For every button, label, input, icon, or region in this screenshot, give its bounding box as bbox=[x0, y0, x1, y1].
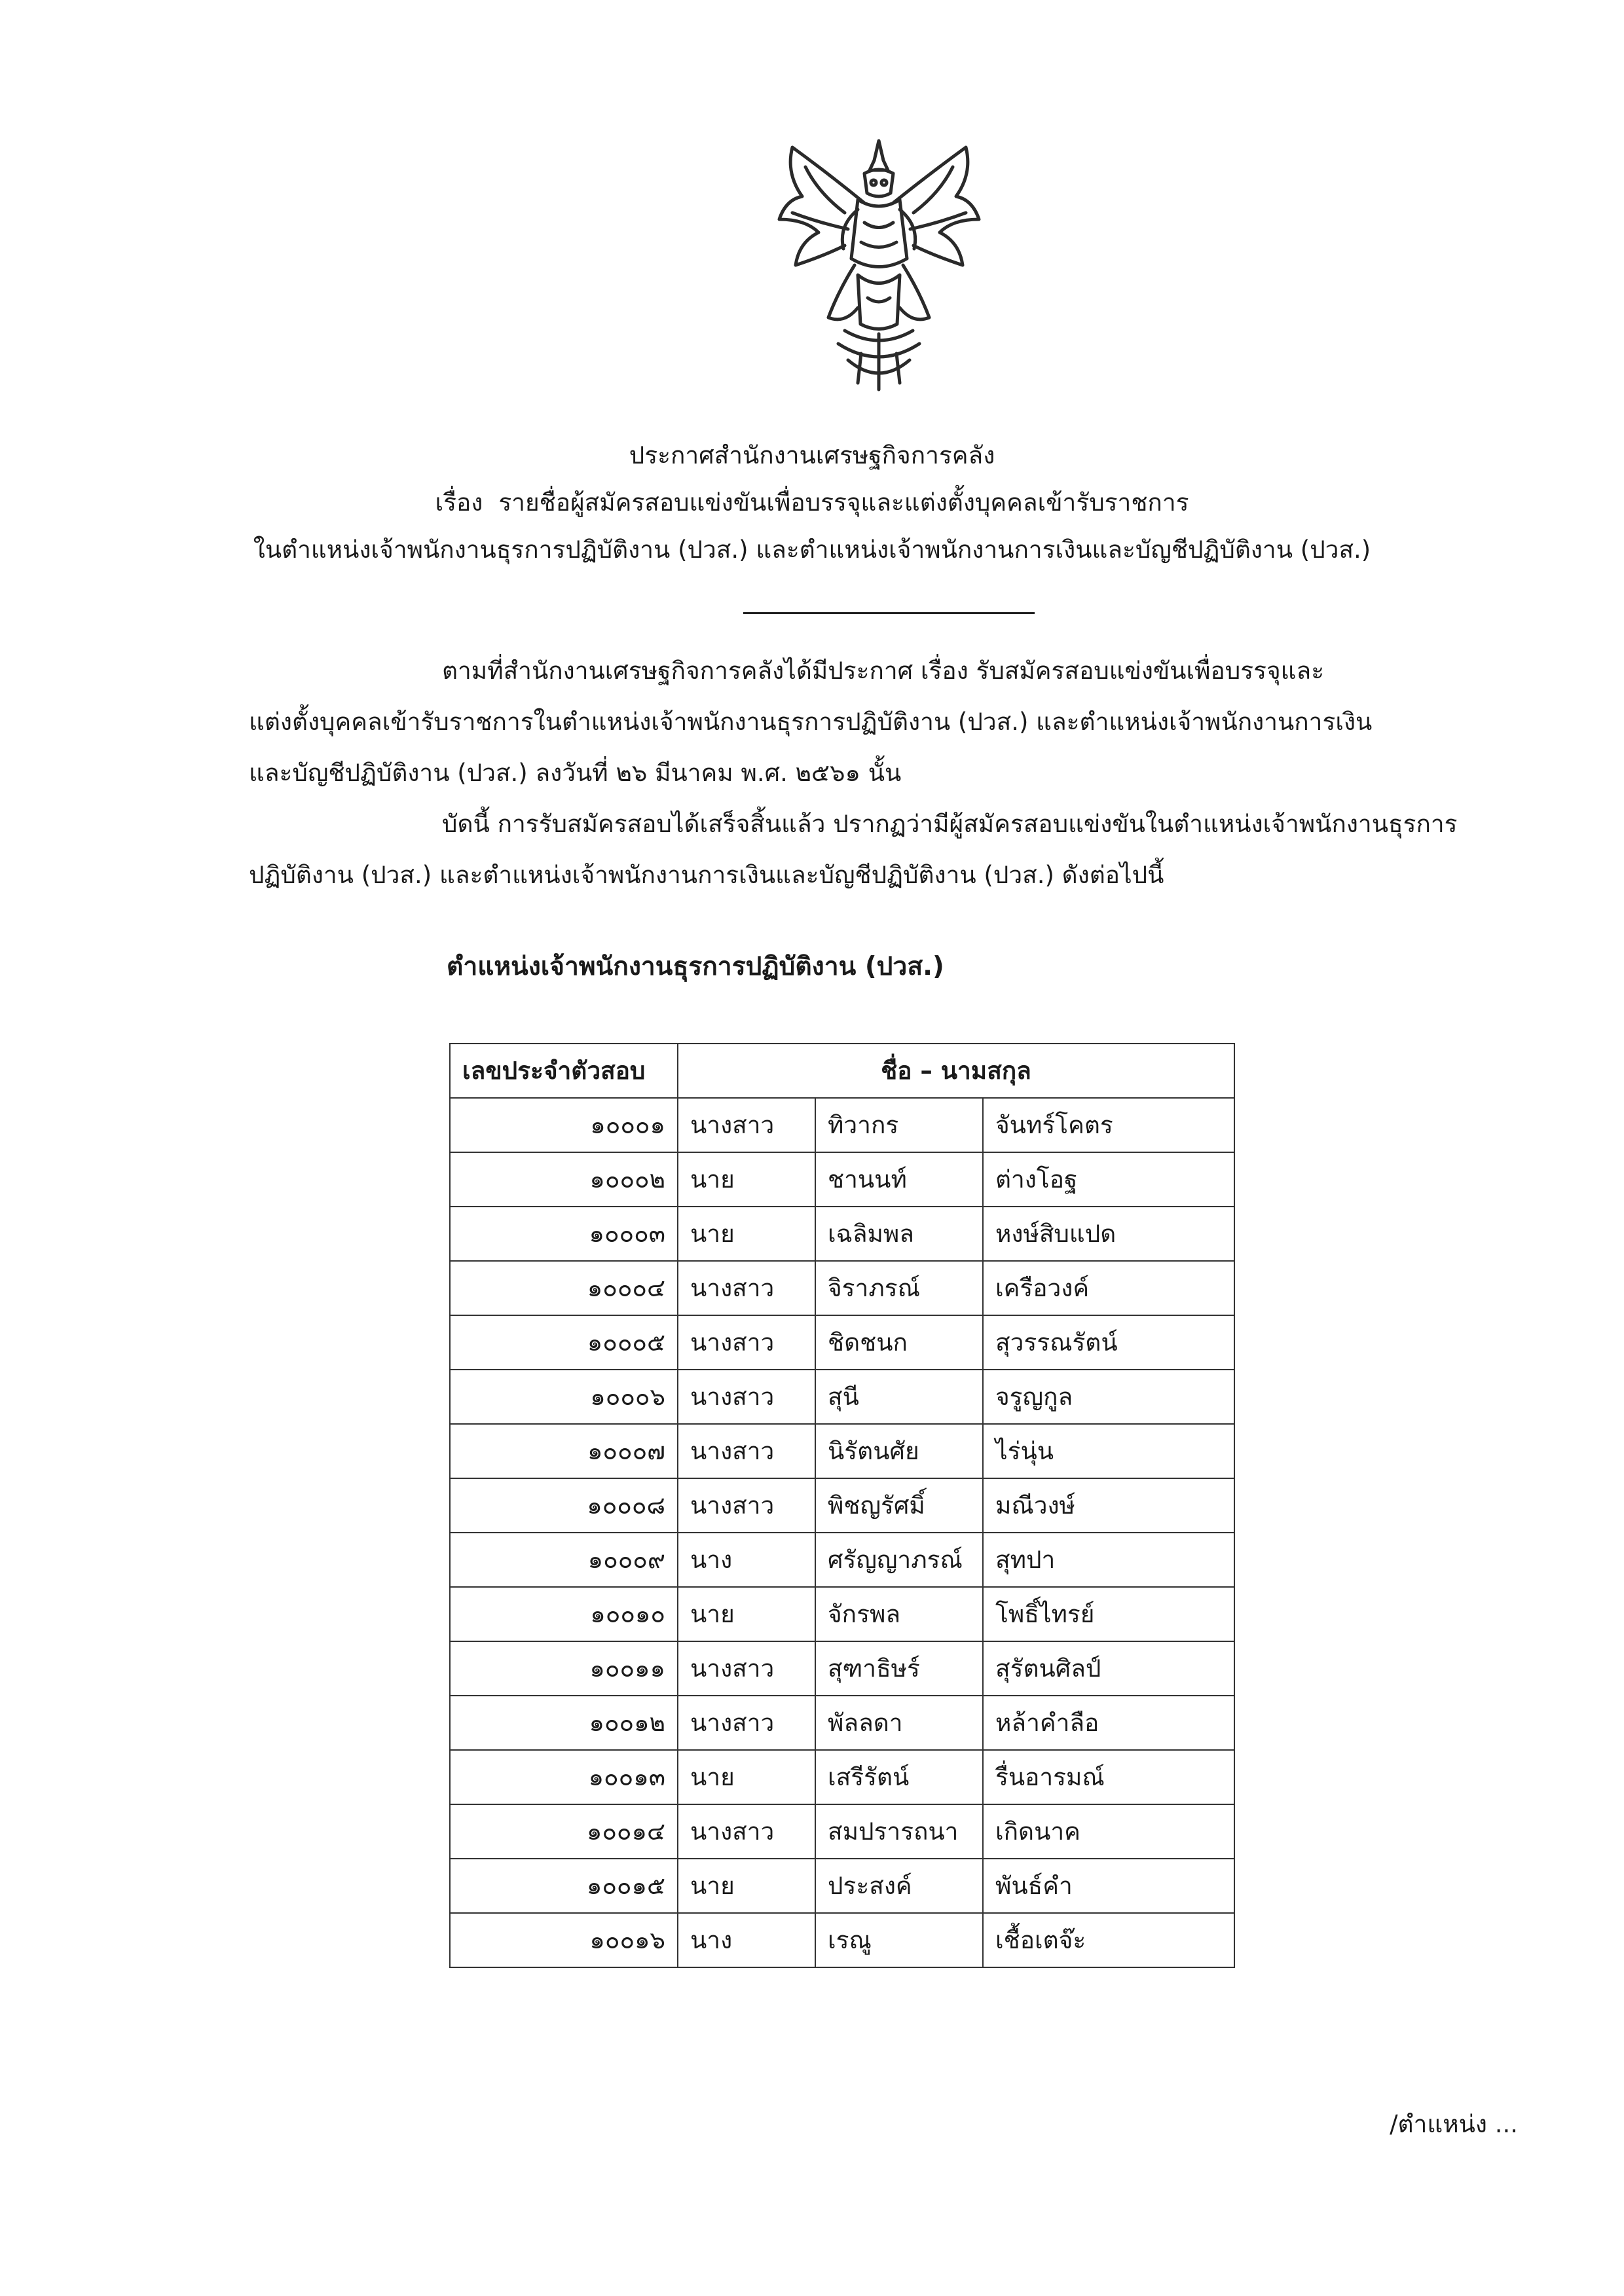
first-name-cell: จิราภรณ์ bbox=[815, 1261, 983, 1315]
name-title-cell: นาย bbox=[678, 1152, 815, 1207]
paragraph-2-line-2: ปฏิบัติงาน (ปวส.) และตำแหน่งเจ้าพนักงานการเงินและบัญชีปฏิบัติงาน (ปวส.) ดังต่อไปนี้ bbox=[249, 861, 1164, 889]
table-row bbox=[450, 1859, 1234, 1913]
title-divider bbox=[743, 612, 1035, 614]
last-name-cell: ต่างโอฐ bbox=[983, 1152, 1234, 1207]
last-name-cell: สุรัตนศิลป์ bbox=[983, 1641, 1234, 1696]
applicant-table bbox=[449, 1043, 1235, 1968]
exam-id-cell: ๑๐๐๑๓ bbox=[450, 1750, 678, 1804]
exam-id-cell: ๑๐๐๐๒ bbox=[450, 1152, 678, 1207]
name-title-cell: นางสาว bbox=[678, 1424, 815, 1478]
last-name-cell: สุทปา bbox=[983, 1533, 1234, 1587]
name-title-cell: นางสาว bbox=[678, 1370, 815, 1424]
name-title-cell: นาย bbox=[678, 1587, 815, 1641]
table-row bbox=[450, 1913, 1234, 1967]
first-name-cell: ทิวากร bbox=[815, 1098, 983, 1152]
name-title-cell: นางสาว bbox=[678, 1261, 815, 1315]
first-name-cell: สมปรารถนา bbox=[815, 1804, 983, 1859]
table-row bbox=[450, 1750, 1234, 1804]
last-name-cell: จันทร์โคตร bbox=[983, 1098, 1234, 1152]
last-name-cell: หงษ์สิบแปด bbox=[983, 1207, 1234, 1261]
name-title-cell: นาย bbox=[678, 1750, 815, 1804]
exam-id-cell: ๑๐๐๑๐ bbox=[450, 1587, 678, 1641]
exam-id-cell: ๑๐๐๐๙ bbox=[450, 1533, 678, 1587]
subject-label: เรื่อง bbox=[435, 488, 483, 517]
exam-id-cell: ๑๐๐๐๔ bbox=[450, 1261, 678, 1315]
last-name-cell: มณีวงษ์ bbox=[983, 1478, 1234, 1533]
announcement-subject bbox=[196, 479, 1428, 526]
garuda-emblem-icon bbox=[766, 134, 992, 396]
header-full-name: ชื่อ – นามสกุล bbox=[678, 1044, 1234, 1098]
name-title-cell: นาง bbox=[678, 1913, 815, 1967]
name-title-cell: นางสาว bbox=[678, 1315, 815, 1370]
table-row bbox=[450, 1098, 1234, 1152]
last-name-cell: สุวรรณรัตน์ bbox=[983, 1315, 1234, 1370]
last-name-cell: โพธิ์ไทรย์ bbox=[983, 1587, 1234, 1641]
section-title: ตำแหน่งเจ้าพนักงานธุรการปฏิบัติงาน (ปวส.) bbox=[447, 952, 944, 981]
last-name-cell: เกิดนาค bbox=[983, 1804, 1234, 1859]
name-title-cell: นางสาว bbox=[678, 1696, 815, 1750]
table-header-row bbox=[450, 1044, 1234, 1098]
first-name-cell: จักรพล bbox=[815, 1587, 983, 1641]
table-row bbox=[450, 1478, 1234, 1533]
first-name-cell: ชานนท์ bbox=[815, 1152, 983, 1207]
last-name-cell: รื่นอารมณ์ bbox=[983, 1750, 1234, 1804]
name-title-cell: นางสาว bbox=[678, 1641, 815, 1696]
exam-id-cell: ๑๐๐๐๓ bbox=[450, 1207, 678, 1261]
last-name-cell: หล้าคำลือ bbox=[983, 1696, 1234, 1750]
last-name-cell: จรูญกูล bbox=[983, 1370, 1234, 1424]
first-name-cell: สุนี bbox=[815, 1370, 983, 1424]
last-name-cell: เครือวงค์ bbox=[983, 1261, 1234, 1315]
exam-id-cell: ๑๐๐๑๔ bbox=[450, 1804, 678, 1859]
first-name-cell: ประสงค์ bbox=[815, 1859, 983, 1913]
name-title-cell: นางสาว bbox=[678, 1804, 815, 1859]
last-name-cell: พันธ์คำ bbox=[983, 1859, 1234, 1913]
table-row bbox=[450, 1207, 1234, 1261]
table-row bbox=[450, 1533, 1234, 1587]
continuation-note: /ตำแหน่ง ... bbox=[1390, 2110, 1518, 2138]
table-body bbox=[450, 1098, 1234, 1967]
table-row bbox=[450, 1152, 1234, 1207]
name-title-cell: นาย bbox=[678, 1207, 815, 1261]
table-row bbox=[450, 1587, 1234, 1641]
exam-id-cell: ๑๐๐๐๑ bbox=[450, 1098, 678, 1152]
exam-id-cell: ๑๐๐๐๖ bbox=[450, 1370, 678, 1424]
table-row bbox=[450, 1696, 1234, 1750]
paragraph-2-line-1: บัดนี้ การรับสมัครสอบได้เสร็จสิ้นแล้ว ปรากฏว่ามีผู้สมัครสอบแข่งขันในตำแหน่งเจ้าพนักงานธุรการ bbox=[442, 810, 1458, 838]
name-title-cell: นาย bbox=[678, 1859, 815, 1913]
table-row bbox=[450, 1641, 1234, 1696]
exam-id-cell: ๑๐๐๑๒ bbox=[450, 1696, 678, 1750]
name-title-cell: นางสาว bbox=[678, 1478, 815, 1533]
first-name-cell: เสรีรัตน์ bbox=[815, 1750, 983, 1804]
exam-id-cell: ๑๐๐๐๗ bbox=[450, 1424, 678, 1478]
table-row bbox=[450, 1804, 1234, 1859]
header-exam-id: เลขประจำตัวสอบ bbox=[450, 1044, 678, 1098]
table-row bbox=[450, 1315, 1234, 1370]
first-name-cell: ศรัญญาภรณ์ bbox=[815, 1533, 983, 1587]
table-row bbox=[450, 1370, 1234, 1424]
last-name-cell: เชื้อเตจ๊ะ bbox=[983, 1913, 1234, 1967]
paragraph-1-line-3: และบัญชีปฏิบัติงาน (ปวส.) ลงวันที่ ๒๖ มีนาคม พ.ศ. ๒๕๖๑ นั้น bbox=[249, 759, 902, 787]
exam-id-cell: ๑๐๐๐๘ bbox=[450, 1478, 678, 1533]
paragraph-1-line-1: ตามที่สำนักงานเศรษฐกิจการคลังได้มีประกาศ เรื่อง รับสมัครสอบแข่งขันเพื่อบรรจุและ bbox=[442, 657, 1325, 685]
first-name-cell: พิชญรัศมิ์ bbox=[815, 1478, 983, 1533]
first-name-cell: ชิดชนก bbox=[815, 1315, 983, 1370]
first-name-cell: พัลลดา bbox=[815, 1696, 983, 1750]
table-row bbox=[450, 1424, 1234, 1478]
paragraph-1-line-2: แต่งตั้งบุคคลเข้ารับราชการในตำแหน่งเจ้าพนักงานธุรการปฏิบัติงาน (ปวส.) และตำแหน่งเจ้าพนักงานการเงิน bbox=[249, 708, 1373, 736]
first-name-cell: นิรัตนศัย bbox=[815, 1424, 983, 1478]
name-title-cell: นางสาว bbox=[678, 1098, 815, 1152]
name-title-cell: นาง bbox=[678, 1533, 815, 1587]
first-name-cell: เรณู bbox=[815, 1913, 983, 1967]
first-name-cell: เฉลิมพล bbox=[815, 1207, 983, 1261]
first-name-cell: สุฑาธิษร์ bbox=[815, 1641, 983, 1696]
last-name-cell: ไร่นุ่น bbox=[983, 1424, 1234, 1478]
exam-id-cell: ๑๐๐๐๕ bbox=[450, 1315, 678, 1370]
subject-text: รายชื่อผู้สมัครสอบแข่งขันเพื่อบรรจุและแต่งตั้งบุคคลเข้ารับราชการ bbox=[498, 488, 1189, 517]
exam-id-cell: ๑๐๐๑๑ bbox=[450, 1641, 678, 1696]
announcement-positions: ในตำแหน่งเจ้าพนักงานธุรการปฏิบัติงาน (ปวส.) และตำแหน่งเจ้าพนักงานการเงินและบัญชีปฏิบัติงาน (ปวส.) bbox=[253, 536, 1371, 564]
table-row bbox=[450, 1261, 1234, 1315]
exam-id-cell: ๑๐๐๑๕ bbox=[450, 1859, 678, 1913]
announcement-title: ประกาศสำนักงานเศรษฐกิจการคลัง bbox=[629, 441, 995, 469]
exam-id-cell: ๑๐๐๑๖ bbox=[450, 1913, 678, 1967]
